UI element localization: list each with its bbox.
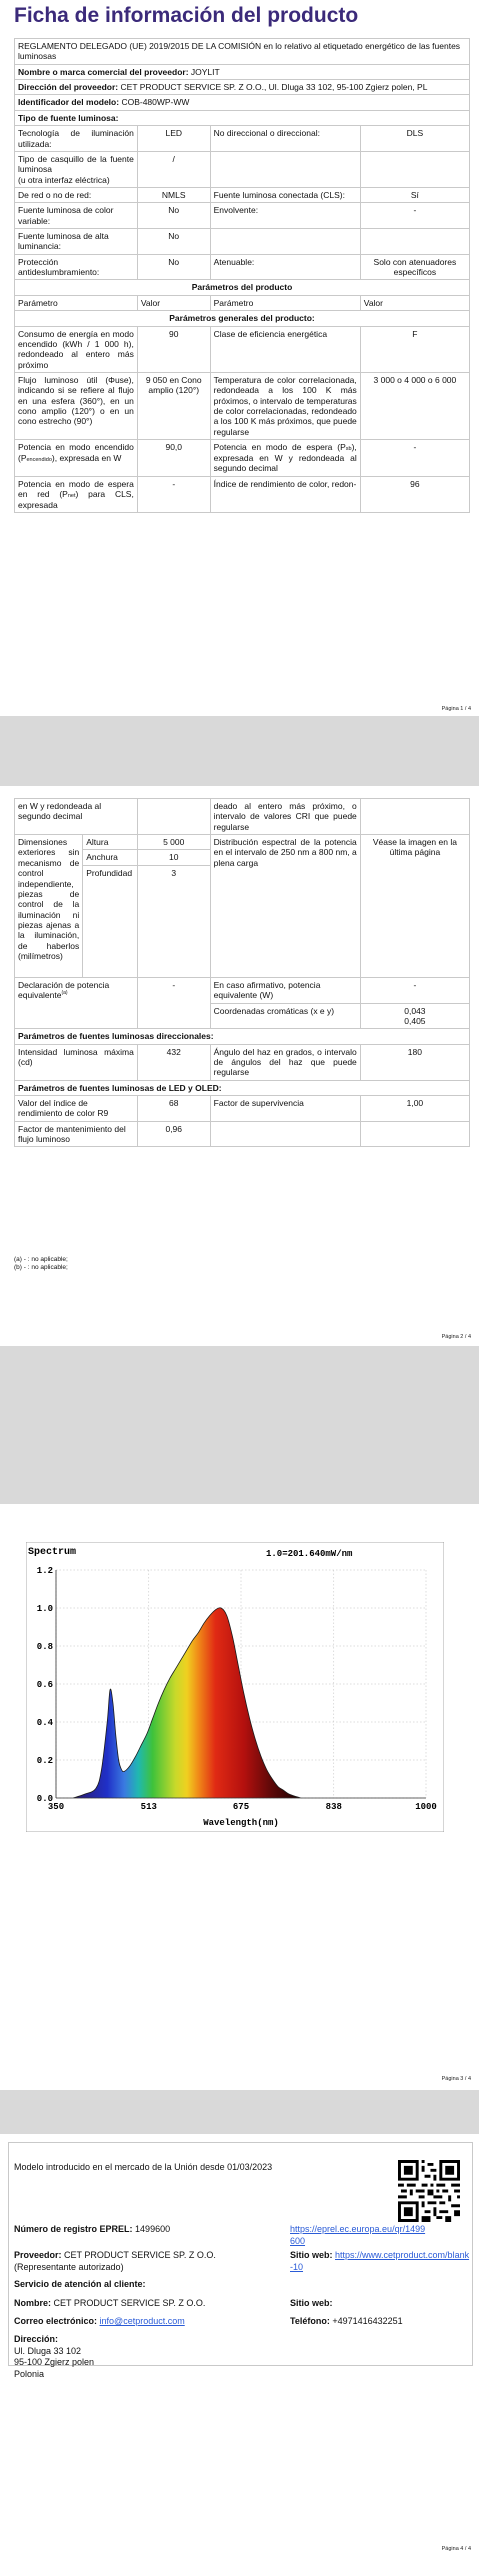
address-line-1: Ul. Dluga 33 102 xyxy=(14,2345,82,2356)
cont-right: deado al entero más próximo, o intervalo de valores CRI que puede regularse xyxy=(210,799,360,835)
cct-value: 3 000 o 4 000 o 6 000 xyxy=(360,372,469,439)
standby-text: Potencia en modo de espera (P xyxy=(213,442,346,453)
model-label: Identificador del modelo: xyxy=(18,97,120,108)
dims-label: Dimensiones exteriores sin mecanismo de control independiente, piezas de control de la iluminación ni piezas ajenas a la iluminación, de haberlos (milímetros) xyxy=(15,835,83,978)
mains-label: De red o no de red: xyxy=(15,187,138,202)
equiv-value: - xyxy=(137,977,210,1028)
standby-label xyxy=(210,440,360,476)
website-label: Sitio web: xyxy=(290,2250,333,2260)
xy-value xyxy=(360,1003,469,1029)
cont-left: en W y redondeada al segundo decimal xyxy=(15,799,138,835)
eclass-value: F xyxy=(360,326,469,372)
page-1 xyxy=(0,0,479,716)
y-tick-label: 1.2 xyxy=(36,1566,53,1576)
standby-text-2: ), expresada en W y redondeada al segundo decimal xyxy=(213,442,357,474)
power-on-text-2: ), expresada en W xyxy=(51,452,122,463)
col-param: Parámetro xyxy=(210,295,360,310)
cct-label: Temperatura de color correlacionada, redondeada a los 100 K más próximos, o intervalo de temperaturas de color correlacionadas, redondeado a los 100 K más próximos, que puede regularse xyxy=(210,372,360,439)
service-name-row xyxy=(14,2298,205,2310)
eprel-label: Número de registro EPREL: xyxy=(14,2224,133,2234)
network-standby-label xyxy=(15,476,138,512)
footnote-b: (b) - : no aplicable; xyxy=(14,1264,68,1272)
width-label: Anchura xyxy=(83,850,138,865)
nondir-value: DLS xyxy=(360,126,469,152)
type-header: Tipo de fuente luminosa: xyxy=(15,110,470,125)
x-tick-label: 675 xyxy=(232,1802,250,1812)
supplier-address: CET PRODUCT SERVICE SP. Z O.O., Ul. Dluga 33 102, 95-100 Zgierz polen, PL xyxy=(120,82,428,93)
qr-code-icon[interactable] xyxy=(398,2160,460,2222)
energy-value: 90 xyxy=(137,326,210,372)
eprel-number: 1499600 xyxy=(135,2224,171,2234)
cls-label: Fuente luminosa conectada (CLS): xyxy=(210,187,360,202)
mains-value: NMLS xyxy=(137,187,210,202)
net-text-2: ) para CLS, expresada xyxy=(18,488,134,510)
dir-header: Parámetros de fuentes luminosas direccionales: xyxy=(15,1029,470,1044)
eprel-link[interactable]: https://eprel.ec.europa.eu/qr/1499600 xyxy=(290,2224,426,2246)
phone-number: +4971416432251 xyxy=(332,2316,403,2326)
empty-cell xyxy=(210,151,360,187)
spd-value: Véase la imagen en la última página xyxy=(360,835,469,978)
lumen-maint-label: Factor de mantenimiento del flujo luminoso xyxy=(15,1121,138,1147)
service-website-label: Sitio web: xyxy=(290,2298,333,2308)
intensity-value: 432 xyxy=(137,1044,210,1080)
col-param: Parámetro xyxy=(15,295,138,310)
phone-label: Teléfono: xyxy=(290,2316,330,2326)
standby-value: - xyxy=(360,440,469,476)
service-name: CET PRODUCT SERVICE SP. Z O.O. xyxy=(53,2298,206,2308)
cri-value: 96 xyxy=(360,476,469,512)
nondir-label: No direccional o direccional: xyxy=(210,126,360,152)
survival-value: 1,00 xyxy=(360,1096,469,1122)
model-id: COB-480WP-WW xyxy=(121,97,190,108)
x-axis-label: Wavelength(nm) xyxy=(203,1818,279,1828)
envelope-label: Envolvente: xyxy=(210,203,360,229)
website-row xyxy=(290,2250,470,2273)
x-tick-label: 513 xyxy=(140,1802,157,1812)
email-row xyxy=(14,2316,185,2328)
xy-x: 0,043 xyxy=(404,1005,426,1016)
col-value: Valor xyxy=(360,295,469,310)
depth-label: Profundidad xyxy=(83,865,138,977)
height-value: 5 000 xyxy=(137,835,210,850)
product-info-table-cont xyxy=(14,798,470,1147)
equiv-label xyxy=(15,977,138,1028)
website-link[interactable]: https://www.cetproduct.com/blank-10 xyxy=(290,2250,470,2272)
model-row xyxy=(15,95,470,110)
y-tick-label: 1.0 xyxy=(36,1604,53,1614)
standby-sub: sb xyxy=(345,446,352,453)
flux-label: Flujo luminoso útil (Φuse), indicando si se refiere al flujo en una esfera (360°), en un cono amplio (120°) o en un cono estrecho (90°) xyxy=(15,372,138,439)
power-on-sub: encendido xyxy=(26,456,52,463)
beam-label: Ángulo del haz en grados, o intervalo de ángulos del haz que puede regularse xyxy=(210,1044,360,1080)
network-standby-value: - xyxy=(137,476,210,512)
equiv2-label: En caso afirmativo, potencia equivalente (W) xyxy=(210,977,360,1003)
supplier-address-label: Dirección del proveedor: xyxy=(18,82,119,93)
eclass-label: Clase de eficiencia energética xyxy=(210,326,360,372)
chart-annotation: 1.0=201.640mW/nm xyxy=(266,1549,353,1559)
beam-value: 180 xyxy=(360,1044,469,1080)
intro-text: Modelo introducido en el mercado de la Unión desde 01/03/2023 xyxy=(14,2162,273,2172)
color-label: Fuente luminosa de color variable: xyxy=(15,203,138,229)
intensity-label: Intensidad luminosa máxima (cd) xyxy=(15,1044,138,1080)
equiv-text: Declaración de potencia equivalente xyxy=(18,979,110,1001)
address-line-2: 95-100 Zgierz polen xyxy=(14,2357,95,2368)
equiv-sup: (a) xyxy=(61,990,68,997)
footnote-a: (a) - : no aplicable; xyxy=(14,1256,68,1263)
cap-value: / xyxy=(137,151,210,187)
r9-label: Valor del índice de rendimiento de color R9 xyxy=(15,1096,138,1122)
y-tick-label: 0.4 xyxy=(36,1718,53,1728)
x-tick-label: 1000 xyxy=(415,1802,437,1812)
page-number: Página 1 / 4 xyxy=(441,706,471,712)
y-tick-label: 0.8 xyxy=(36,1642,53,1652)
net-text: Potencia en modo de espera en red (P xyxy=(18,478,134,499)
energy-label: Consumo de energía en modo encendido (kWh / 1 000 h), redondeado al entero más próximo xyxy=(15,326,138,372)
email-link[interactable]: info@cetproduct.com xyxy=(99,2316,185,2326)
net-sub: net xyxy=(67,492,76,499)
provider-value: CET PRODUCT SERVICE SP. Z O.O. (Representante autorizado) xyxy=(14,2250,216,2272)
page-number: Página 3 / 4 xyxy=(441,2076,471,2082)
glare-label: Protección antideslumbramiento: xyxy=(15,254,138,280)
empty-cell xyxy=(210,1121,360,1147)
cls-value: Sí xyxy=(360,187,469,202)
cap-label xyxy=(15,151,138,187)
led-header: Parámetros de fuentes luminosas de LED y OLED: xyxy=(15,1080,470,1095)
power-on-label xyxy=(15,440,138,476)
empty-cell xyxy=(360,229,469,255)
supplier-address-row xyxy=(15,80,470,95)
dim-value: Solo con atenuadores específicos xyxy=(360,254,469,280)
flux-value: 9 050 en Cono amplio (120°) xyxy=(137,372,210,439)
cap-label-text-2: (u otra interfaz eléctrica) xyxy=(18,174,110,185)
empty-cell xyxy=(210,229,360,255)
survival-label: Factor de supervivencia xyxy=(210,1096,360,1122)
y-tick-label: 0.2 xyxy=(36,1756,53,1766)
tech-value: LED xyxy=(137,126,210,152)
xy-y: 0,405 xyxy=(404,1015,426,1026)
eprel-row xyxy=(14,2224,170,2236)
height-label: Altura xyxy=(83,835,138,850)
page-number: Página 2 / 4 xyxy=(441,1334,471,1340)
product-info-table xyxy=(14,38,470,513)
cap-label-text: Tipo de casquillo de la fuente luminosa xyxy=(18,153,134,175)
y-tick-label: 0.6 xyxy=(36,1680,53,1690)
supplier-name: JOYLIT xyxy=(190,66,220,77)
service-name-label: Nombre: xyxy=(14,2298,52,2308)
r9-value: 68 xyxy=(137,1096,210,1122)
depth-value: 3 xyxy=(137,865,210,977)
general-header: Parámetros generales del producto: xyxy=(15,311,470,326)
regulation-text: REGLAMENTO DELEGADO (UE) 2019/2015 DE LA COMISIÓN en lo relativo al etiquetado energético de las fuentes luminosas xyxy=(15,39,470,65)
equiv2-value: - xyxy=(360,977,469,1003)
dim-label: Atenuable: xyxy=(210,254,360,280)
page-4 xyxy=(0,2134,479,2560)
page-2 xyxy=(0,786,479,1346)
empty-cell xyxy=(360,799,469,835)
power-on-value: 90,0 xyxy=(137,440,210,476)
col-value: Valor xyxy=(137,295,210,310)
tech-label: Tecnología de iluminación utilizada: xyxy=(15,126,138,152)
supplier-name-label: Nombre o marca comercial del proveedor: xyxy=(18,66,189,77)
address-block xyxy=(14,2334,94,2381)
footnotes xyxy=(14,1256,68,1273)
y-tick-label: 0.0 xyxy=(36,1794,53,1804)
power-on-text: Potencia en modo encendido (P xyxy=(18,442,134,463)
page-title: Ficha de información del producto xyxy=(14,4,359,27)
page-number: Página 4 / 4 xyxy=(441,2546,471,2552)
params-header: Parámetros del producto xyxy=(15,280,470,295)
x-tick-label: 350 xyxy=(47,1802,65,1812)
empty-cell xyxy=(360,1121,469,1147)
cri-label: Índice de rendimiento de color, redon- xyxy=(210,476,360,512)
spectrum-chart xyxy=(26,1542,444,1832)
phone-row xyxy=(290,2316,403,2328)
supplier-name-row xyxy=(15,64,470,79)
service-header: Servicio de atención al cliente: xyxy=(14,2279,146,2289)
address-label: Dirección: xyxy=(14,2334,59,2344)
high-lum-label: Fuente luminosa de alta luminancia: xyxy=(15,229,138,255)
page-3 xyxy=(0,1504,479,2090)
envelope-value: - xyxy=(360,203,469,229)
glare-value: No xyxy=(137,254,210,280)
spd-label: Distribución espectral de la potencia en el intervalo de 250 nm a 800 nm, a plena carga xyxy=(210,835,360,978)
provider-label: Proveedor: xyxy=(14,2250,62,2260)
address-line-3: Polonia xyxy=(14,2369,45,2380)
empty-cell xyxy=(137,799,210,835)
high-lum-value: No xyxy=(137,229,210,255)
xy-label: Coordenadas cromáticas (x e y) xyxy=(210,1003,360,1029)
email-label: Correo electrónico: xyxy=(14,2316,98,2326)
chart-title: Spectrum xyxy=(28,1547,77,1558)
color-value: No xyxy=(137,203,210,229)
x-tick-label: 838 xyxy=(325,1802,342,1812)
empty-cell xyxy=(360,151,469,187)
provider-row xyxy=(14,2250,279,2273)
width-value: 10 xyxy=(137,850,210,865)
lumen-maint-value: 0,96 xyxy=(137,1121,210,1147)
